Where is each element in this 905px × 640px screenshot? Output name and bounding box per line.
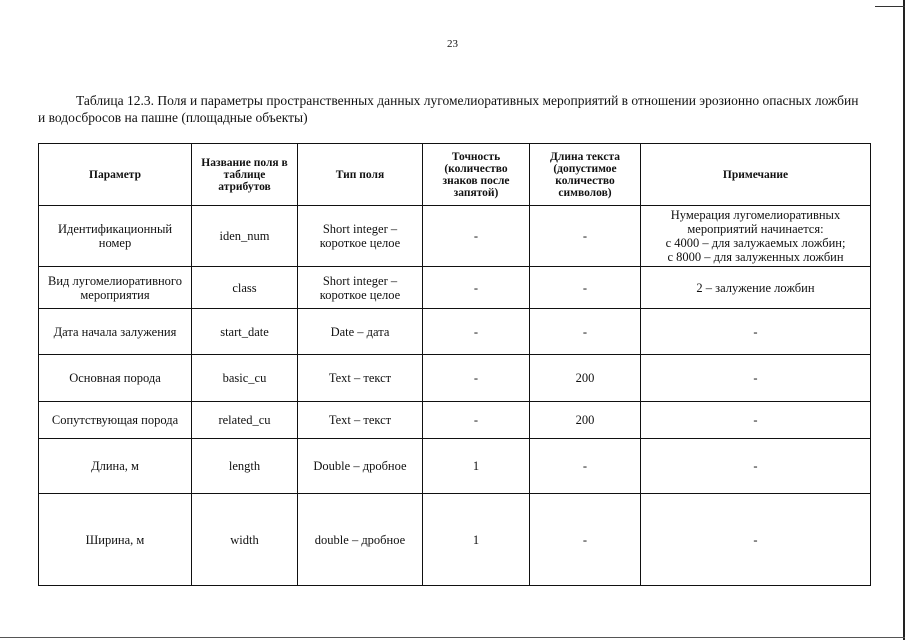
- header-note: Примечание: [641, 144, 871, 206]
- cell-field-type: double – дробное: [298, 494, 423, 586]
- table-row: [39, 206, 871, 267]
- table-row: [39, 402, 871, 439]
- cell-field-name: start_date: [192, 309, 298, 355]
- cell-parameter: Идентификационный номер: [39, 206, 192, 267]
- page-number: 23: [447, 38, 458, 50]
- scan-edge-bottom: [0, 637, 905, 638]
- cell-field-name: width: [192, 494, 298, 586]
- header-field-name: Название поля в таблице атрибутов: [192, 144, 298, 206]
- cell-note: 2 – залужение ложбин: [641, 267, 871, 309]
- parameters-table: [38, 143, 871, 586]
- cell-field-type: Text – текст: [298, 355, 423, 402]
- cell-text-length: -: [530, 309, 641, 355]
- cell-field-name: related_cu: [192, 402, 298, 439]
- cell-field-name: iden_num: [192, 206, 298, 267]
- cell-note: -: [641, 439, 871, 494]
- header-precision: Точность (количество знаков после запятой): [423, 144, 530, 206]
- header-text-length: Длина текста (допустимое количество символов): [530, 144, 641, 206]
- note-line: с 8000 – для залуженных ложбин: [667, 250, 844, 264]
- cell-text-length: 200: [530, 355, 641, 402]
- cell-precision: -: [423, 267, 530, 309]
- cell-parameter: Вид лугомелиоративного мероприятия: [39, 267, 192, 309]
- header-field-type: Тип поля: [298, 144, 423, 206]
- cell-precision: -: [423, 402, 530, 439]
- cell-text-length: -: [530, 267, 641, 309]
- cell-text-length: -: [530, 439, 641, 494]
- table-row: [39, 309, 871, 355]
- cell-field-type: Double – дробное: [298, 439, 423, 494]
- cell-parameter: Длина, м: [39, 439, 192, 494]
- table-caption: Таблица 12.3. Поля и параметры пространственных данных лугомелиоративных мероприятий в отношении эрозионно опасных ложбин и водосбросов на пашне (площадные объекты): [38, 93, 859, 125]
- table-row: [39, 267, 871, 309]
- table-header-row: [39, 144, 871, 206]
- cell-precision: 1: [423, 439, 530, 494]
- header-parameter: Параметр: [39, 144, 192, 206]
- cell-parameter: Основная порода: [39, 355, 192, 402]
- note-line: с 4000 – для залужаемых ложбин;: [665, 236, 846, 250]
- cell-text-length: 200: [530, 402, 641, 439]
- cell-field-name: class: [192, 267, 298, 309]
- cell-text-length: -: [530, 494, 641, 586]
- cell-precision: 1: [423, 494, 530, 586]
- cell-note: -: [641, 402, 871, 439]
- cell-field-name: basic_cu: [192, 355, 298, 402]
- cell-text-length: -: [530, 206, 641, 267]
- cell-field-name: length: [192, 439, 298, 494]
- cell-note: -: [641, 355, 871, 402]
- note-line: Нумерация лугомелиоративных: [670, 208, 841, 222]
- cell-precision: -: [423, 206, 530, 267]
- cell-parameter: Дата начала залужения: [39, 309, 192, 355]
- cell-field-type: Text – текст: [298, 402, 423, 439]
- cell-note: -: [641, 494, 871, 586]
- table-row: [39, 439, 871, 494]
- cell-note: -: [641, 309, 871, 355]
- cell-precision: -: [423, 355, 530, 402]
- cell-parameter: Сопутствующая порода: [39, 402, 192, 439]
- cell-field-type: Short integer – короткое целое: [298, 267, 423, 309]
- table-row: [39, 494, 871, 586]
- cell-field-type: Date – дата: [298, 309, 423, 355]
- table-row: [39, 355, 871, 402]
- note-line: мероприятий начинается:: [687, 222, 824, 236]
- cell-note: [641, 206, 871, 267]
- cell-parameter: Ширина, м: [39, 494, 192, 586]
- cell-field-type: Short integer – короткое целое: [298, 206, 423, 267]
- scan-edge-top: [875, 6, 905, 7]
- cell-precision: -: [423, 309, 530, 355]
